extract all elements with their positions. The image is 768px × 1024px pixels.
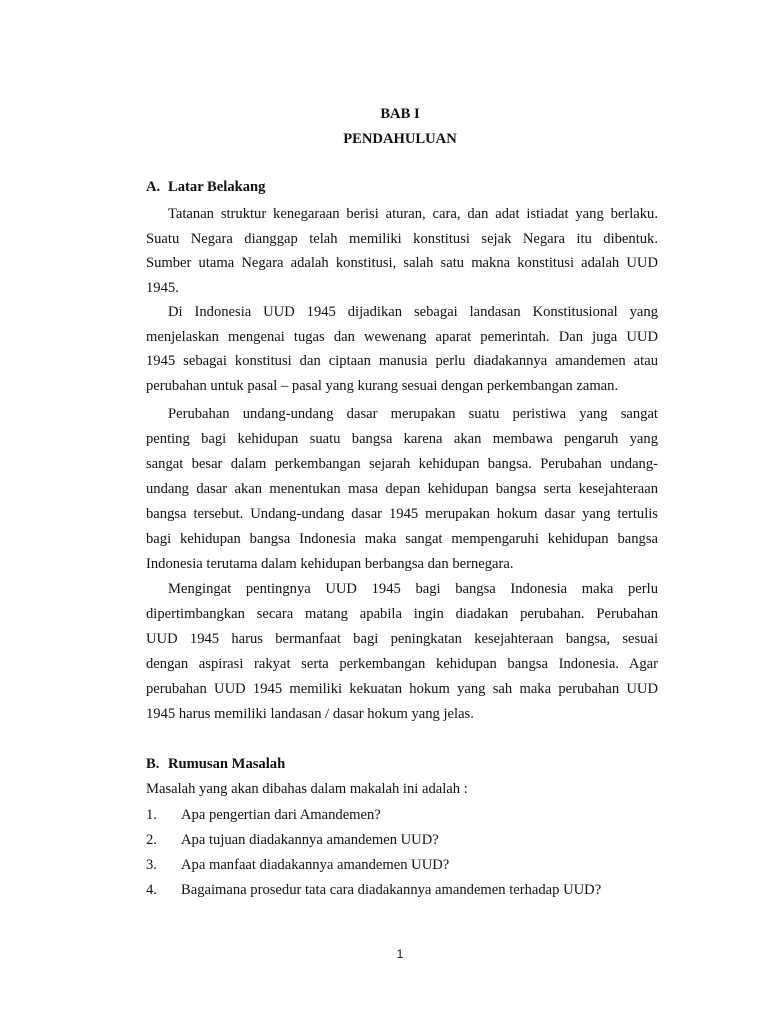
list-item-number: 1. [146,807,157,823]
page-number: 1 [396,947,404,961]
section-a-heading [146,179,265,196]
paragraph-line: undang dasar akan menentukan masa depan kehidupan bangsa serta kesejahteraan [146,481,658,497]
list-item [146,882,601,899]
paragraph-line: penting bagi kehidupan suatu bangsa karena akan membawa pengaruh yang [146,431,658,447]
paragraph-line: Di Indonesia UUD 1945 dijadikan sebagai landasan Konstitusional yang [168,304,658,320]
paragraph-line: 1945. [146,280,179,296]
chapter-label: BAB I [380,106,420,122]
section-a-marker: A. [146,179,161,195]
section-b-heading [146,756,285,773]
list-item-text: Apa tujuan diadakannya amandemen UUD? [181,832,439,848]
section-b-marker: B. [146,756,160,772]
paragraph-line: UUD 1945 harus bermanfaat bagi peningkatan kesejahteraan bangsa, sesuai [146,631,658,647]
paragraph-line: Sumber utama Negara adalah konstitusi, salah satu makna konstitusi adalah UUD [146,255,658,271]
list-item [146,857,449,874]
paragraph-line: perubahan untuk pasal – pasal yang kurang sesuai dengan perkembangan zaman. [146,378,619,394]
list-item-number: 3. [146,857,157,873]
paragraph-line: sangat besar dalam perkembangan sejarah kehidupan bangsa. Perubahan undang- [146,456,658,472]
list-item-text: Bagaimana prosedur tata cara diadakannya amandemen terhadap UUD? [181,882,602,898]
paragraph-line: Perubahan undang-undang dasar merupakan suatu peristiwa yang sangat [168,406,658,422]
chapter-title: PENDAHULUAN [343,131,457,147]
paragraph-line: bangsa tersebut. Undang-undang dasar 1945 merupakan hokum dasar yang tertulis [146,506,658,522]
paragraph-line: Suatu Negara dianggap telah memiliki konstitusi sejak Negara itu dibentuk. [146,231,658,247]
list-item-number: 4. [146,882,157,898]
paragraph-line: Indonesia terutama dalam kehidupan berbangsa dan bernegara. [146,556,514,572]
list-item [146,807,381,824]
paragraph-line: Mengingat pentingnya UUD 1945 bagi bangsa Indonesia maka perlu [168,581,658,597]
paragraph-line: Tatanan struktur kenegaraan berisi aturan, cara, dan adat istiadat yang berlaku. [168,206,658,222]
section-b-title: Rumusan Masalah [168,756,286,772]
paragraph-line: menjelaskan mengenai tugas dan wewenang aparat pemerintah. Dan juga UUD [146,329,658,345]
paragraph-line: bagi kehidupan bangsa Indonesia maka sangat mempengaruhi kehidupan bangsa [146,531,658,547]
paragraph-line: dipertimbangkan secara matang apabila ingin diadakan perubahan. Perubahan [146,606,658,622]
list-item-text: Apa pengertian dari Amandemen? [181,807,381,823]
list-item-text: Apa manfaat diadakannya amandemen UUD? [181,857,450,873]
section-a-title: Latar Belakang [168,179,266,195]
list-item-number: 2. [146,832,157,848]
section-b-intro: Masalah yang akan dibahas dalam makalah ini adalah : [146,781,468,797]
paragraph-line: dengan aspirasi rakyat serta perkembangan kehidupan bangsa Indonesia. Agar [146,656,658,672]
paragraph-line: 1945 harus memiliki landasan / dasar hokum yang jelas. [146,706,474,722]
paragraph-line: perubahan UUD 1945 memiliki kekuatan hokum yang sah maka perubahan UUD [146,681,658,697]
list-item [146,832,439,849]
paragraph-line: 1945 sebagai konstitusi dan ciptaan manusia perlu diadakannya amandemen atau [146,353,658,369]
